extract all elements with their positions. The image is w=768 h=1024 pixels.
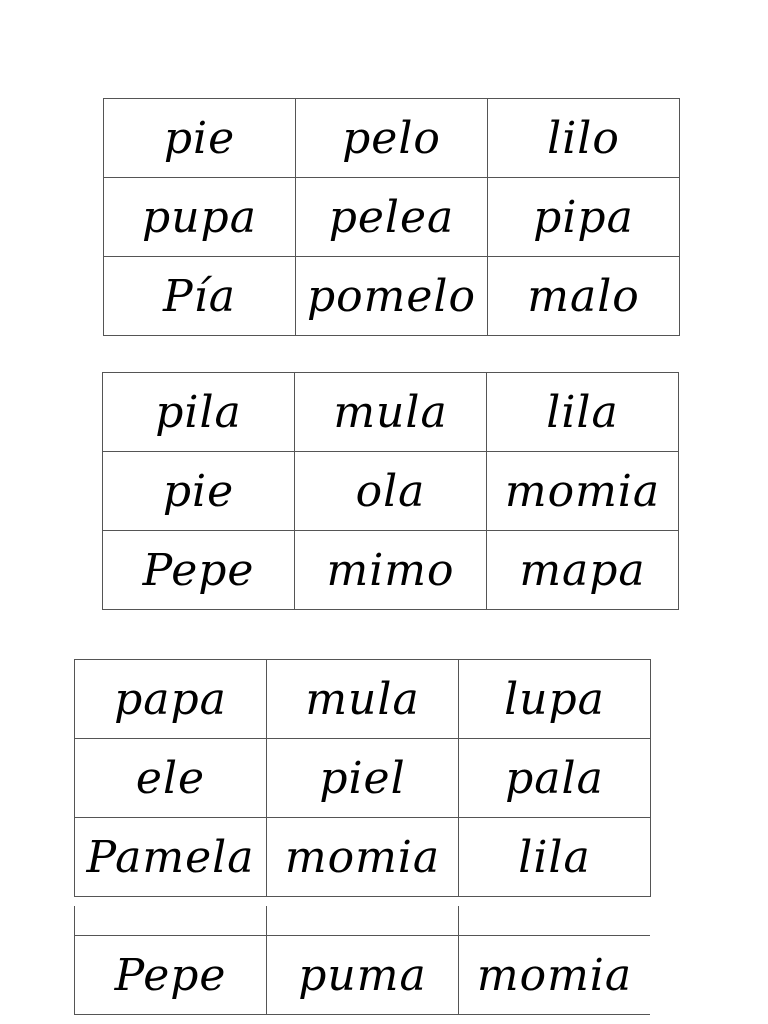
word-cell: mimo bbox=[295, 531, 487, 610]
table-row bbox=[103, 373, 679, 452]
word-cell: pupa bbox=[104, 178, 296, 257]
word-cell: pelea bbox=[296, 178, 488, 257]
word-cell: lila bbox=[459, 818, 651, 897]
word-cell: malo bbox=[488, 257, 680, 336]
word-cell: pie bbox=[103, 452, 295, 531]
word-table-2 bbox=[102, 372, 679, 610]
word-cell: mula bbox=[295, 373, 487, 452]
word-cell-cropped bbox=[459, 906, 651, 936]
word-cell: pala bbox=[459, 739, 651, 818]
word-cell: momia bbox=[487, 452, 679, 531]
word-cell: pie bbox=[104, 99, 296, 178]
word-cell: piel bbox=[267, 739, 459, 818]
table-row bbox=[75, 936, 651, 1015]
word-cell: Pamela bbox=[75, 818, 267, 897]
table-row bbox=[104, 99, 680, 178]
table-row bbox=[104, 178, 680, 257]
word-cell: lila bbox=[487, 373, 679, 452]
word-cell-cropped bbox=[267, 906, 459, 936]
word-cell: papa bbox=[75, 660, 267, 739]
word-cell: ele bbox=[75, 739, 267, 818]
table-row bbox=[75, 739, 651, 818]
word-table-1 bbox=[103, 98, 680, 336]
word-cell: Pepe bbox=[103, 531, 295, 610]
word-table-3 bbox=[74, 659, 651, 897]
word-cell: momia bbox=[267, 818, 459, 897]
table-row bbox=[103, 452, 679, 531]
word-cell: lupa bbox=[459, 660, 651, 739]
word-cell: mula bbox=[267, 660, 459, 739]
word-cell: Pepe bbox=[75, 936, 267, 1015]
table-row bbox=[75, 818, 651, 897]
word-cell: mapa bbox=[487, 531, 679, 610]
word-cell: pomelo bbox=[296, 257, 488, 336]
word-cell: momia bbox=[459, 936, 651, 1015]
word-cell-cropped bbox=[75, 906, 267, 936]
word-cell: Pía bbox=[104, 257, 296, 336]
table-row bbox=[104, 257, 680, 336]
word-cell: lilo bbox=[488, 99, 680, 178]
table-row bbox=[75, 660, 651, 739]
word-cell: pila bbox=[103, 373, 295, 452]
table-row bbox=[103, 531, 679, 610]
word-cell: pipa bbox=[488, 178, 680, 257]
word-cell: puma bbox=[267, 936, 459, 1015]
word-cell: pelo bbox=[296, 99, 488, 178]
word-cell: ola bbox=[295, 452, 487, 531]
cropped-table-fragment bbox=[74, 906, 650, 1015]
table-row-cropped bbox=[75, 906, 651, 936]
word-table-4 bbox=[74, 906, 650, 1015]
